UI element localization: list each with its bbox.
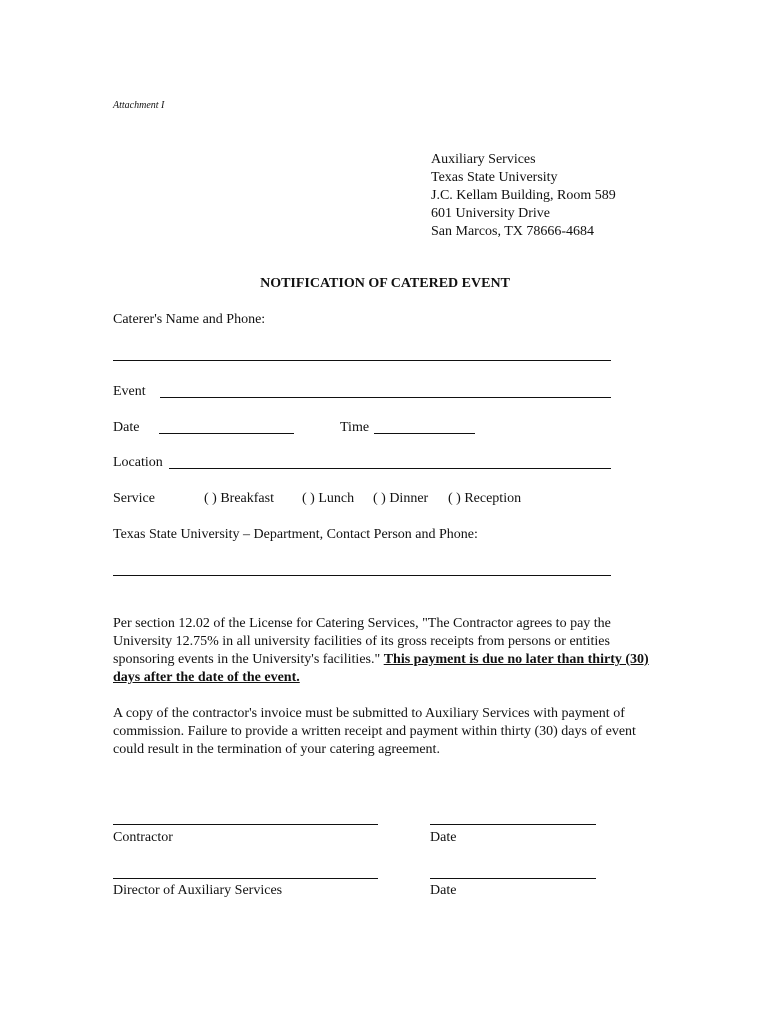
service-label: Service bbox=[113, 491, 155, 506]
address-line: J.C. Kellam Building, Room 589 bbox=[431, 188, 616, 203]
event-line[interactable] bbox=[160, 397, 611, 398]
return-address bbox=[431, 151, 616, 241]
location-line[interactable] bbox=[169, 468, 611, 469]
department-line[interactable] bbox=[113, 575, 611, 576]
payment-deadline: This payment is due no later than thirty (30) days after the date of the event. bbox=[113, 652, 649, 685]
page-title: NOTIFICATION OF CATERED EVENT bbox=[260, 276, 510, 291]
director-date-line[interactable] bbox=[430, 878, 596, 879]
caterer-label: Caterer's Name and Phone: bbox=[113, 312, 266, 327]
attachment-label: Attachment I bbox=[113, 100, 165, 111]
address-line: Texas State University bbox=[431, 170, 558, 185]
service-option-breakfast[interactable]: ( ) Breakfast bbox=[204, 491, 274, 506]
commission-text: Per section 12.02 of the License for Catering Services, "The Contractor agrees to pay the University 12.75% in all university facilities of its gross receipts from persons or entities sponsoring events in the University's facilities." bbox=[113, 616, 611, 667]
time-line[interactable] bbox=[374, 433, 475, 434]
address-line: 601 University Drive bbox=[431, 206, 550, 221]
date-label: Date bbox=[113, 420, 140, 435]
time-label: Time bbox=[340, 420, 370, 435]
service-option-reception[interactable]: ( ) Reception bbox=[448, 491, 522, 506]
address-line: San Marcos, TX 78666-4684 bbox=[431, 224, 595, 239]
event-label: Event bbox=[113, 384, 146, 399]
director-date-label: Date bbox=[430, 883, 457, 898]
contractor-signature-line[interactable] bbox=[113, 824, 378, 825]
address-line: Auxiliary Services bbox=[431, 152, 536, 167]
director-signature-line[interactable] bbox=[113, 878, 378, 879]
location-label: Location bbox=[113, 455, 163, 470]
department-label: Texas State University – Department, Contact Person and Phone: bbox=[113, 527, 478, 542]
service-option-lunch[interactable]: ( ) Lunch bbox=[302, 491, 355, 506]
contractor-label: Contractor bbox=[113, 830, 173, 845]
commission-paragraph bbox=[113, 615, 653, 687]
invoice-paragraph: A copy of the contractor's invoice must be submitted to Auxiliary Services with payment of commission. Failure to provide a written receipt and payment within thirty (30) days of event could result in the termination of your catering agreement. bbox=[113, 706, 636, 757]
contractor-date-line[interactable] bbox=[430, 824, 596, 825]
contractor-date-label: Date bbox=[430, 830, 457, 845]
service-option-dinner[interactable]: ( ) Dinner bbox=[373, 491, 429, 506]
caterer-line[interactable] bbox=[113, 360, 611, 361]
date-line[interactable] bbox=[159, 433, 294, 434]
director-label: Director of Auxiliary Services bbox=[113, 883, 283, 898]
